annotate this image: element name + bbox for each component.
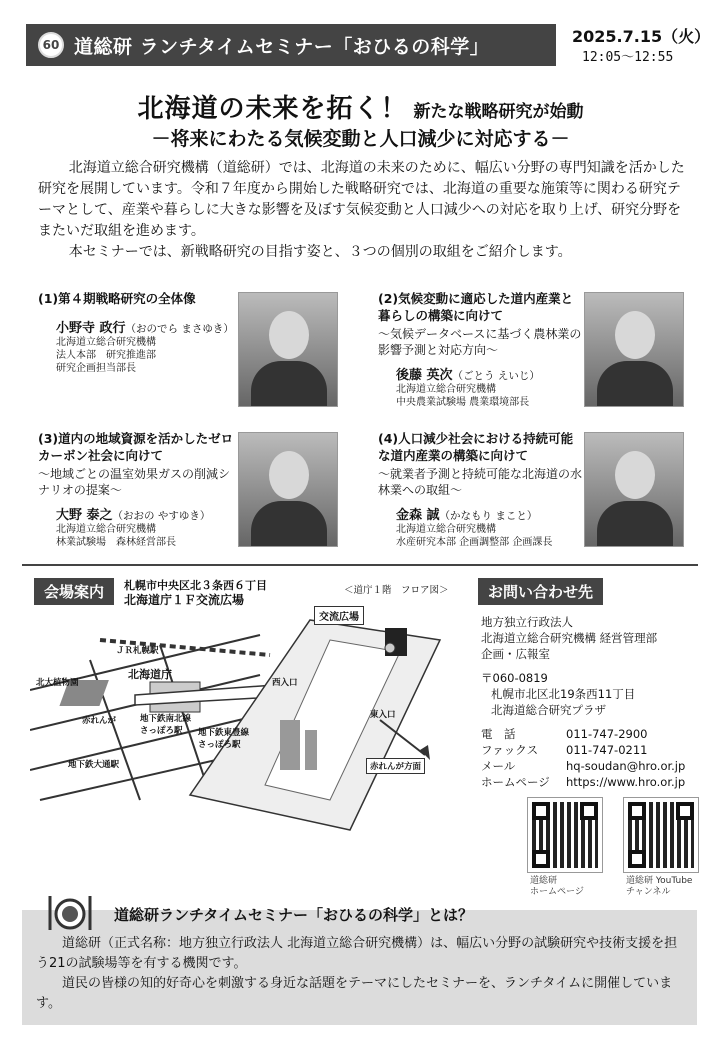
speaker-photo-3 xyxy=(238,432,338,547)
qr-code-youtube[interactable] xyxy=(624,798,698,872)
about-paragraph-1: 道総研（正式名称：地方独立行政法人 北海道立総合研究機構）は、幅広い分野の試験研究や技術支援を担う21の試験場等を有する機関です。 xyxy=(36,936,678,971)
speaker-photo-2 xyxy=(584,292,684,407)
speaker-name: 後藤 英次（ごとう えいじ） xyxy=(396,368,540,383)
event-date: 2025.7.15（火） xyxy=(572,27,711,46)
contact-email[interactable]: メール hq-soudan@hro.or.jp xyxy=(481,759,686,773)
speaker-name: 金森 誠（かなもり まこと） xyxy=(396,508,538,523)
map-label-jr: ＪＲ札幌駅 xyxy=(116,646,159,656)
subtitle: －将来にわたる気候変動と人口減少に対応する－ xyxy=(151,128,570,150)
topic-heading: (2)気候変動に適応した道内産業と暮らしの構築に向けて xyxy=(378,291,574,323)
contact-label: お問い合わせ先 xyxy=(478,578,603,605)
plate-cutlery-icon xyxy=(46,890,94,934)
contact-info: 地方独立行政法人 北海道立総合研究機構 経営管理部 企画・広報室 〒060-0819 札幌市北区北19条西11丁目 北海道総合研究プラザ 電 話 011-747-2900 ファックス 011-747-0211 メール hq-soudan@hro.or.jp ホームページ https://www.hro.or.jp xyxy=(481,615,686,789)
floor-note: ＜道庁１階 フロア図＞ xyxy=(344,585,449,596)
intro-paragraph-1: 北海道立総合研究機構（道総研）では、北海道の未来のために、幅広い分野の専門知識を活かした研究を展開しています。令和７年度から開始した戦略研究では、北海道の重要な施策等に関わる研究テーマとして、産業や暮らしに大きな影響を及ぼす気候変動と人口減少への対応を取り上げ、研究分野をまたいだ取組を進めます。 xyxy=(38,160,685,239)
speaker-name: 小野寺 政行（おのでら まさゆき） xyxy=(56,321,234,336)
venue-label: 会場案内 xyxy=(34,578,114,605)
speaker-photo-1 xyxy=(238,292,338,407)
main-title-tag: 新たな戦略研究が始動 xyxy=(413,102,584,122)
topic-3 xyxy=(38,430,238,550)
about-title: 道総研ランチタイムセミナー「おひるの科学」とは？ xyxy=(114,906,473,924)
event-time: 12:05〜12:55 xyxy=(582,50,674,65)
speaker-photo-4 xyxy=(584,432,684,547)
qr-caption-youtube: 道総研 YouTube チャンネル xyxy=(626,876,693,897)
map-label-toho: 地下鉄東豊線 さっぽろ駅 xyxy=(198,728,250,750)
topic-heading: (1)第４期戦略研究の全体像 xyxy=(38,291,196,306)
qr-caption-homepage: 道総研 ホームページ xyxy=(530,876,584,897)
topic-heading: (3)道内の地域資源を活かしたゼロカーボン社会に向けて xyxy=(38,431,234,463)
topic-subheading: ～地域ごとの温室効果ガスの削減シナリオの提案～ xyxy=(38,467,231,497)
speaker-affiliation: 北海道立総合研究機構 中央農業試験場 農業環境部長 xyxy=(396,384,530,408)
speaker-affiliation: 北海道立総合研究機構 法人本部 研究推進部 研究企画担当部長 xyxy=(56,337,156,374)
contact-fax: ファックス 011-747-0211 xyxy=(481,743,648,757)
contact-phone: 電 話 011-747-2900 xyxy=(481,727,648,741)
about-paragraph-2: 道民の皆様の知的好奇心を刺激する身近な話題をテーマにしたセミナーを、ランチタイムに開催しています。 xyxy=(36,976,673,1011)
speaker-affiliation: 北海道立総合研究機構 水産研究本部 企画調整部 企画課長 xyxy=(396,524,553,548)
map-label-west-entrance: 西入口 xyxy=(272,678,298,688)
topic-subheading: ～就業者予測と持続可能な北海道の水林業への取組～ xyxy=(378,467,583,497)
topic-heading: (4)人口減少社会における持続可能な道内産業の構築に向けて xyxy=(378,431,574,463)
intro-text xyxy=(38,158,688,263)
map-label-odori: 地下鉄大通駅 xyxy=(68,760,120,770)
header-banner xyxy=(26,24,556,66)
venue-address: 札幌市中央区北３条西６丁目 北海道庁１Ｆ交流広場 xyxy=(124,579,267,607)
speaker-name: 大野 泰之（おおの やすゆき） xyxy=(56,508,211,523)
map-label-koryu: 交流広場 xyxy=(314,606,364,625)
map-label-namboku: 地下鉄南北線 さっぽろ駅 xyxy=(140,714,192,736)
topic-1 xyxy=(38,290,238,410)
map-label-akarenga-direction: 赤れんが方面 xyxy=(366,758,425,774)
venue-map xyxy=(30,600,450,845)
map-label-botanic: 北大植物園 xyxy=(36,678,79,688)
speaker-affiliation: 北海道立総合研究機構 林業試験場 森林経営部長 xyxy=(56,524,176,548)
section-divider xyxy=(22,564,698,566)
topic-2 xyxy=(378,290,583,410)
map-label-east-entrance: 東入口 xyxy=(370,710,396,720)
map-label-akarenga: 赤れんが xyxy=(82,716,117,726)
topic-subheading: ～気候データベースに基づく農林業の影響予測と対応方向～ xyxy=(378,327,582,357)
intro-paragraph-2: 本セミナーでは、新戦略研究の目指す姿と、３つの個別の取組をご紹介します。 xyxy=(68,244,572,260)
qr-code-homepage[interactable] xyxy=(528,798,602,872)
contact-website[interactable]: ホームページ https://www.hro.or.jp xyxy=(481,775,686,789)
about-text xyxy=(36,934,686,1014)
main-title-text: 北海道の未来を拓く！ xyxy=(137,94,408,124)
topic-4 xyxy=(378,430,583,550)
header-title: 道総研 ランチタイムセミナー「おひるの科学」 xyxy=(74,35,490,58)
seminar-number-badge: 60 xyxy=(38,32,64,58)
map-label-dochou: 北海道庁 xyxy=(128,668,172,681)
main-title xyxy=(0,88,721,125)
